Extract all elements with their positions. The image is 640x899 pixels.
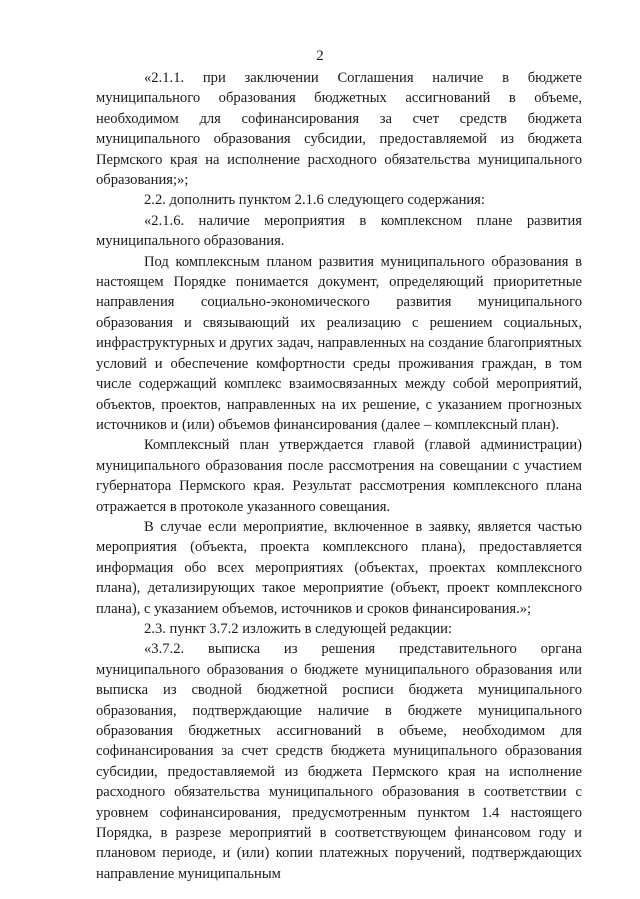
paragraph-2-2: 2.2. дополнить пунктом 2.1.6 следующего содержания: xyxy=(144,192,485,209)
paragraph-complex-plan-approval: Комплексный план утверждается главой (главой администрации) муниципального образования после рассмотрения на совещании с участием губернатора Пермского края. Результат рассмотрения комплексного плана отражается в протоколе указанного совещания. xyxy=(96,437,582,515)
paragraph-application-details: В случае если мероприятие, включенное в заявку, является частью мероприятия (объекта, проекта комплексного плана), предоставляется информация обо всех мероприятиях (объектах, проектах комплексного плана), детализирующих такое мероприятие (объект, проект комплексного плана), с указанием объемов, источников и сроков финансирования.»; xyxy=(96,518,582,617)
paragraph-2-1-6: «2.1.6. наличие мероприятия в комплексном плане развития муниципального образования. xyxy=(96,212,582,250)
page-number: 2 xyxy=(316,48,324,64)
paragraph-2-1-1: «2.1.1. при заключении Соглашения наличие в бюджете муниципального образования бюджетных ассигнований в объеме, необходимом для софинансирования за счет средств бюджета муниципального образования субсидии, предоставляемой из бюджета Пермского края на исполнение расходного обязательства муниципального образования;»; xyxy=(96,70,582,189)
paragraph-complex-plan-definition: Под комплексным планом развития муниципального образования в настоящем Порядке понимается документ, определяющий приоритетные направления социально-экономического развития муниципального образования и связывающий их реализацию с решением социальных, инфраструктурных и других задач, направленных на создание благоприятных условий и обеспечение комфортности среды проживания граждан, в том числе содержащий комплекс взаимосвязанных между собой мероприятий, объектов, проектов, направленных на их решение, с указанием прогнозных источников и (или) объемов финансирования (далее – комплексный план). xyxy=(96,253,582,433)
paragraph-3-7-2: «3.7.2. выписка из решения представительного органа муниципального образования о бюджете муниципального образования или выписка из сводной бюджетной росписи бюджета муниципального образования, подтверждающие наличие в бюджете муниципального образования бюджетных ассигнований в объеме, необходимом для софинансирования за счет средств бюджета муниципального образования субсидии, предоставляемой из бюджета Пермского края на исполнение расходного обязательства муниципального образования в соответствии с уровнем софинансирования, предусмотренным пунктом 1.4 настоящего Порядка, в разрезе мероприятий в соответствующем финансовом году и плановом периоде, и (или) копии платежных поручений, подтверждающих направление муниципальным xyxy=(96,641,582,882)
paragraph-2-3: 2.3. пункт 3.7.2 изложить в следующей редакции: xyxy=(144,620,453,637)
document-body xyxy=(96,68,582,884)
